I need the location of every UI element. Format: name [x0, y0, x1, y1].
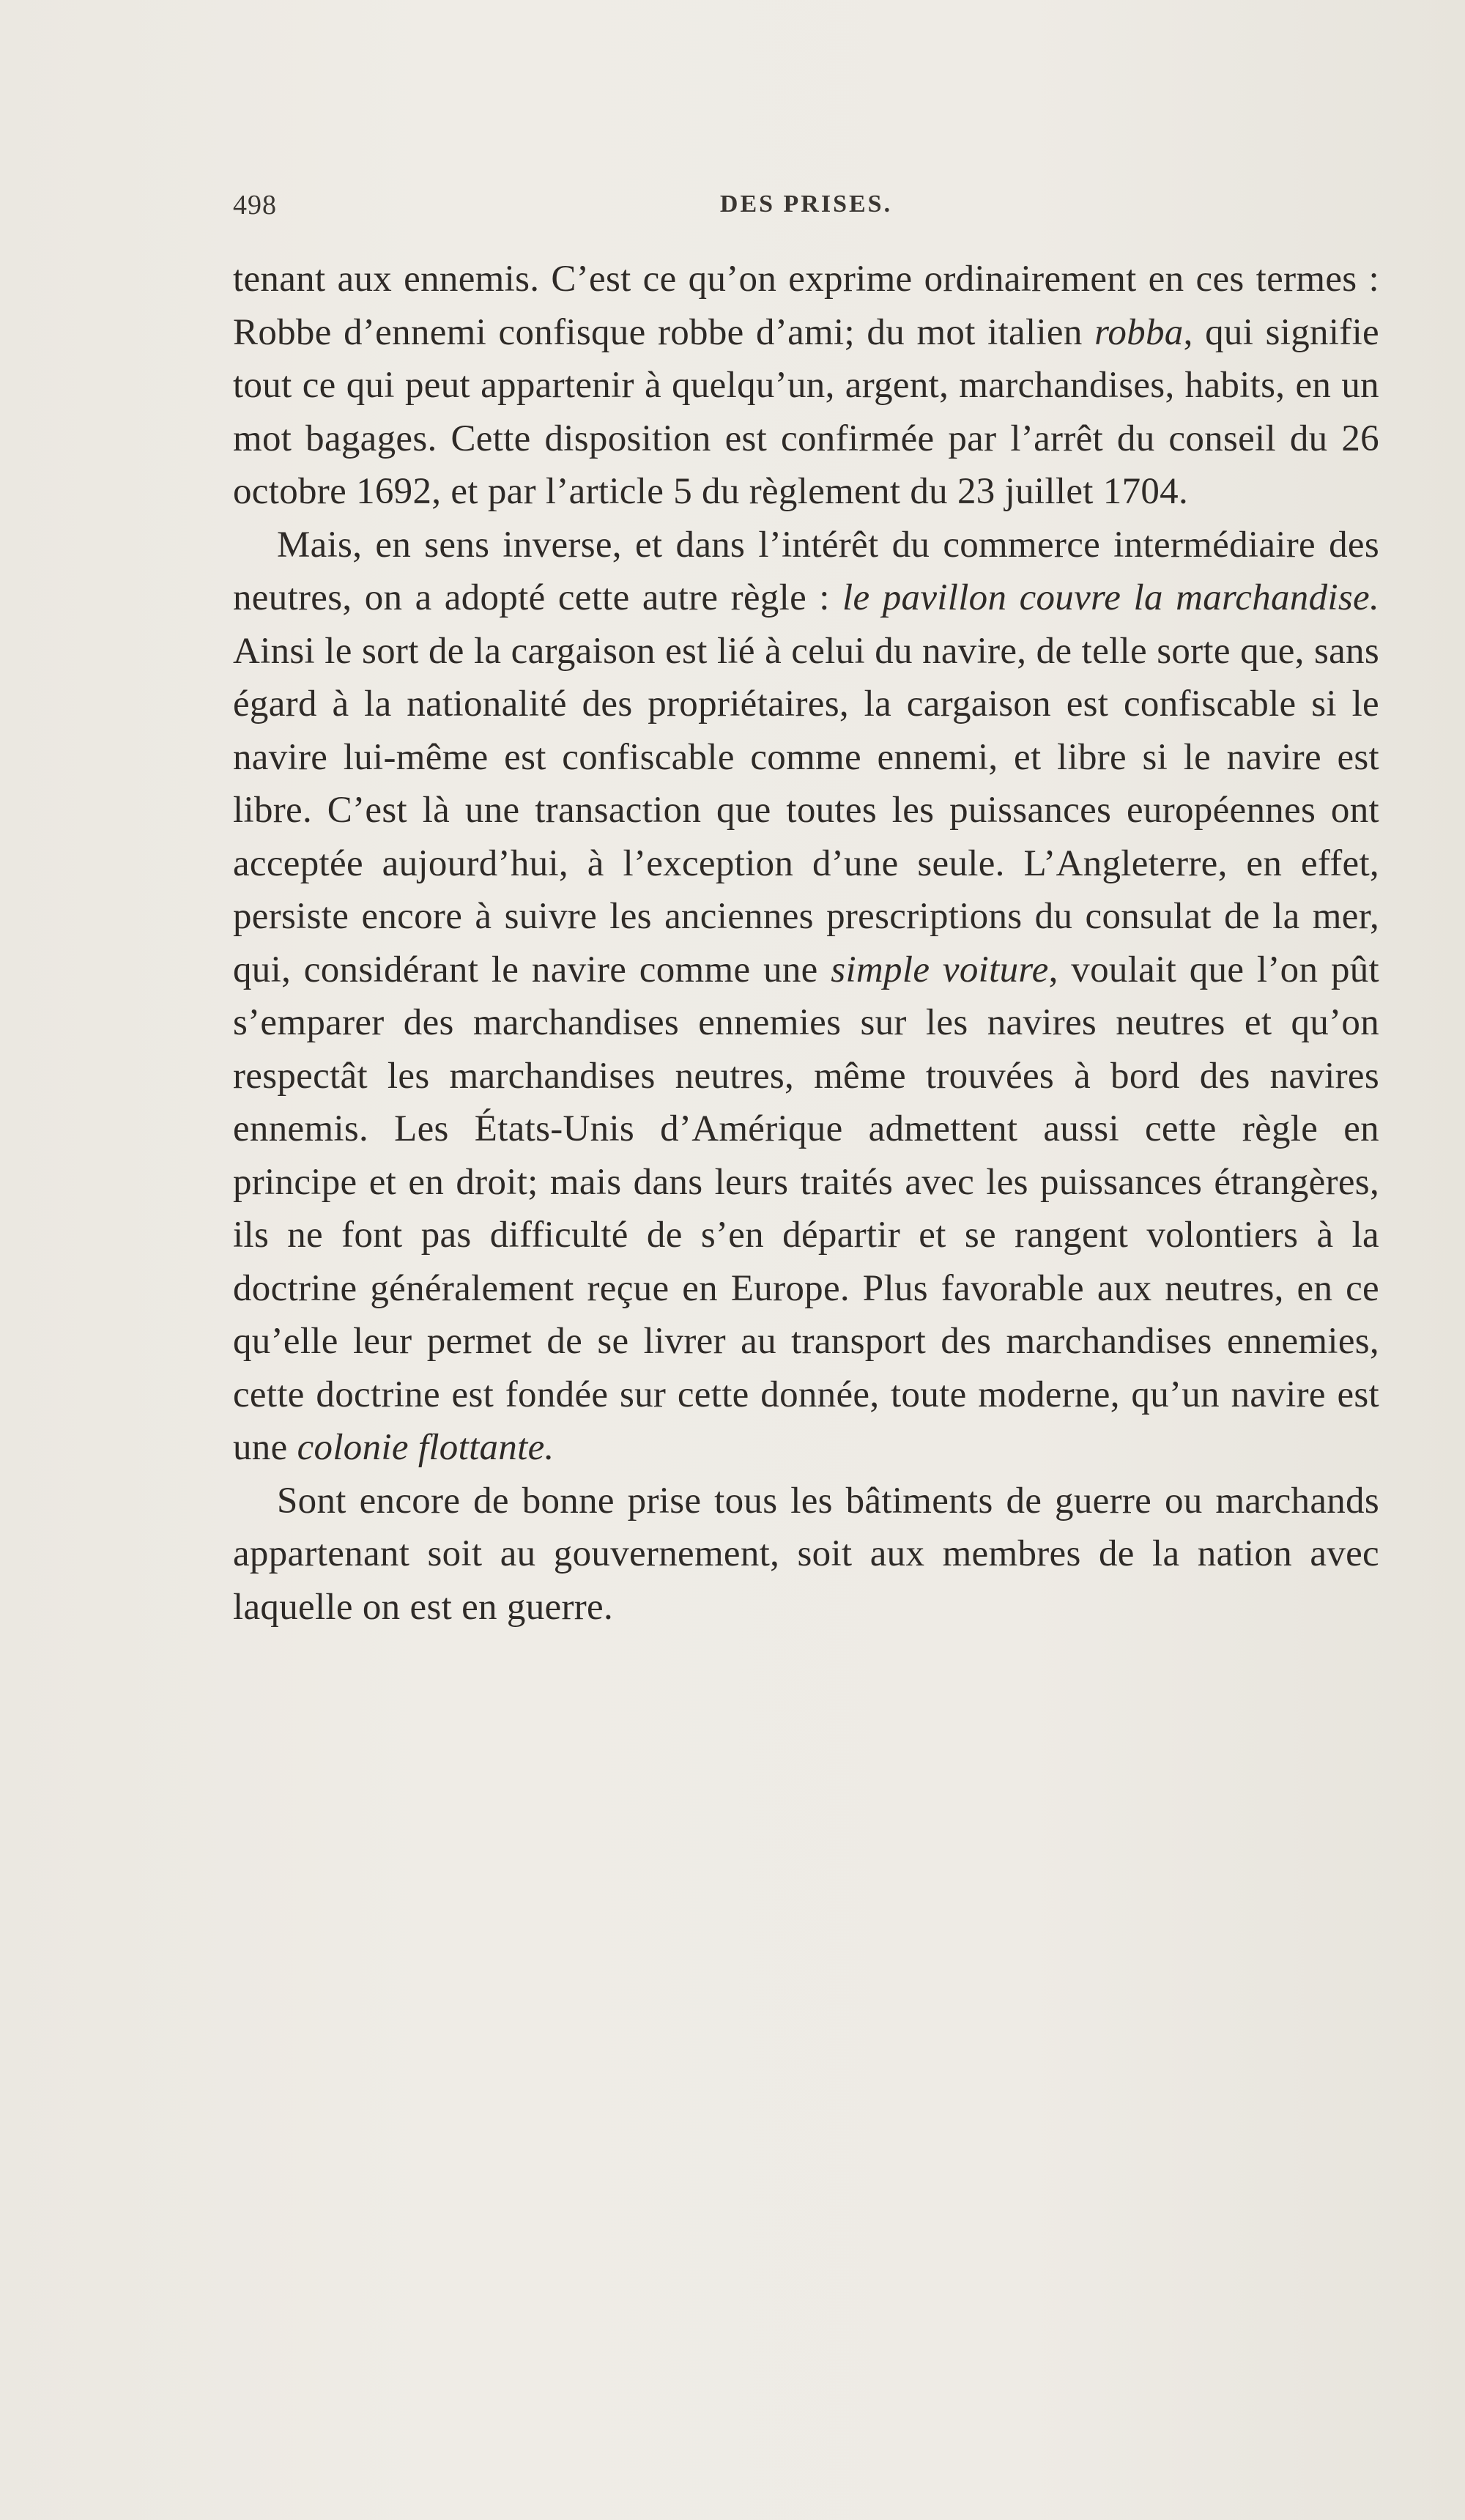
- italic-maxim-pavillon: le pavillon couvre la marchandise.: [842, 577, 1379, 618]
- text-segment: tenant aux ennemis. C’est ce qu’on exprime ordinairement en ces termes : Robbe d’ennemi confisque robbe d’ami; du mot italien: [233, 259, 1379, 353]
- text-segment: , voulait que l’on pût s’emparer des marchandises ennemies sur les navires neutres et qu’on respectât les marchandises neutres, même trouvées à bord des navires ennemis. Les États-Unis d’Amérique admettent aussi cette règle en principe et en droit; mais dans leurs traités avec les puissances étrangères, ils ne font pas difficulté de s’en départir et se rangent volontiers à la doctrine généralement reçue en Europe. Plus favorable aux neutres, en ce qu’elle leur permet de se livrer au transport des marchandises ennemies, cette doctrine est fondée sur cette donnée, toute moderne, qu’un navire est une: [233, 949, 1380, 1468]
- text-segment: , qui signifie tout ce qui peut appartenir à quelqu’un, argent, marchandises, habits, en un mot bagages. Cette disposition est confirmée par l’arrêt du conseil du 26 octobre 1692, et par l’article 5 du règlement du 23 juillet 1704.: [233, 311, 1379, 512]
- paragraph-2: [233, 519, 1379, 1475]
- text-segment: Mais, en sens inverse, et dans l’intérêt du commerce intermédiaire des neutres, on a adopté cette autre règle :: [233, 524, 1379, 618]
- text-segment: Ainsi le sort de la cargaison est lié à celui du navire, de telle sorte que, sans égard à la nationalité des propriétaires, la cargaison est confiscable si le navire lui-même est confiscable comme ennemi, et libre si le navire est libre. C’est là une transaction que toutes les puissances européennes ont acceptée aujourd’hui, à l’exception d’une seule. L’Angleterre, en effet, persiste encore à suivre les anciennes prescriptions du consulat de la mer, qui, considérant le navire comme une: [233, 630, 1379, 990]
- page-header-title: DES PRISES.: [719, 190, 893, 218]
- paragraph-1: [233, 253, 1379, 519]
- text-segment: Sont encore de bonne prise tous les bâtiments de guerre ou marchands appartenant soit au gouvernement, soit aux membres de la nation avec laquelle on est en guerre.: [233, 1480, 1379, 1628]
- italic-term-simple-voiture: simple voiture: [831, 949, 1049, 990]
- italic-term-colonie-flottante: colonie flottante.: [297, 1427, 555, 1468]
- running-head: [233, 189, 1379, 226]
- page-number: 498: [233, 190, 277, 220]
- italic-term-robba: robba: [1094, 311, 1184, 353]
- paragraph-3: [233, 1475, 1379, 1634]
- body-text: [233, 253, 1379, 1634]
